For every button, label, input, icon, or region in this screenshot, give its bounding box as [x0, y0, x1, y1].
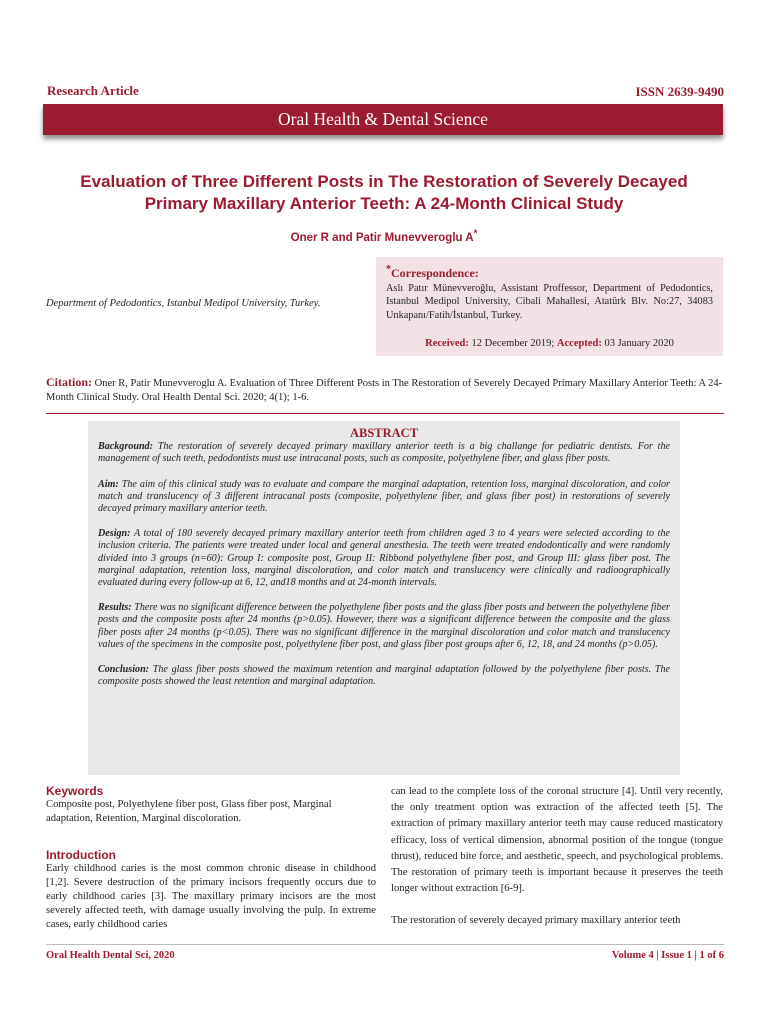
abstract-heading: ABSTRACT — [349, 426, 419, 440]
abstract-results: Results: There was no significant difference between the polyethylene fiber posts and the glass fiber posts and between the polyethylene fiber posts and the composite posts after 24 months (p>0.05). However, there was a significant difference between the composite and the glass fiber posts after 24 months (p<0.05). There was no significant difference in the marginal discoloration and color match and translucency values of the specimens in the composite post, polyethylene fiber post, and glass fiber post groups after 6, 12, 18, and 24 months (p>0.05). — [98, 602, 670, 650]
right-column — [391, 784, 723, 930]
correspondence-dates — [386, 337, 713, 351]
author-names: Oner R and Patir Munevveroglu A — [290, 231, 474, 244]
author-mark: * — [473, 228, 478, 239]
correspondence-box — [376, 257, 723, 356]
abstract-box — [88, 421, 680, 775]
left-column — [46, 784, 376, 932]
divider — [46, 413, 724, 414]
received-date: 12 December 2019; — [471, 338, 555, 349]
keywords-heading: Keywords — [46, 784, 104, 798]
issn: ISSN 2639-9490 — [635, 84, 724, 99]
keywords-text: Composite post, Polyethylene fiber post, Glass fiber post, Marginal adaptation, Retention, Marginal discoloration. — [46, 799, 332, 824]
authors — [40, 228, 728, 244]
introduction-heading: Introduction — [46, 848, 116, 862]
citation — [46, 375, 726, 405]
citation-label: Citation: — [46, 375, 92, 389]
received-label: Received: — [425, 338, 469, 349]
affiliation: Department of Pedodontics, Istanbul Medipol University, Turkey. — [46, 298, 321, 309]
article-type: Research Article — [47, 83, 139, 98]
intro-paragraph-3: The restoration of severely decayed primary maxillary anterior teeth — [391, 915, 681, 927]
journal-banner: Oral Health & Dental Science — [43, 104, 723, 135]
correspondence-body: Aslı Patır Münevveroğlu, Assistant Proffessor, Department of Pedodontics, Istanbul Medipol University, Cibali Mahallesi, Atatürk Blv. No:27, 34083 Unkapanı/Fatih/İstanbul, Turkey. — [386, 282, 713, 321]
correspondence-mark: * — [386, 264, 391, 275]
title-line-2: Primary Maxillary Anterior Teeth: A 24-Month Clinical Study — [144, 194, 624, 213]
intro-paragraph-1: Early childhood caries is the most common chronic disease in childhood [1,2]. Severe destruction of the primary incisors frequently occurs due to early childhood caries [3]. The maxillary primary incisors are the most severely affected teeth, with damage usually involving the pulp. In extreme cases, early childhood caries — [46, 863, 376, 930]
intro-paragraph-2: can lead to the complete loss of the coronal structure [4]. Until very recently, the only treatment option was extraction of the affected teeth [5]. The extraction of primary maxillary anterior teeth may cause reduced masticatory efficacy, loss of vertical dimension, abnormal position of the tongue (tongue thrust), reduced bite force, and aesthetic, speech, and psychological problems. The restoration of primary teeth is important because it preserves the teeth longer without extraction [6-9]. — [391, 786, 723, 895]
footer-volume: Volume 4 | Issue 1 | 1 of 6 — [611, 950, 724, 961]
footer-journal: Oral Health Dental Sci, 2020 — [46, 950, 175, 961]
abstract-aim: Aim: The aim of this clinical study was to evaluate and compare the marginal adaptation, retention loss, marginal discoloration, and color match and translucency of 3 different intracanal posts (composite, polyethylene fiber, and glass fiber post) in restorations of severely decayed primary maxillary anterior teeth. — [98, 478, 670, 515]
abstract-background: Background: The restoration of severely decayed primary maxillary anterior teeth is a big challange for pediatric dentists. For the management of such teeth, pedodontists must use intracanal posts, such as composite, polyethylene fiber, and glass fiber posts. — [98, 441, 670, 465]
correspondence-heading: *Correspondence: — [386, 264, 479, 280]
accepted-label: Accepted: — [556, 338, 602, 349]
footer-divider — [46, 944, 724, 945]
article-title — [40, 171, 728, 215]
title-line-1: Evaluation of Three Different Posts in The Restoration of Severely Decayed — [80, 172, 688, 191]
abstract-conclusion: Conclusion: The glass fiber posts showed the maximum retention and marginal adaptation followed by the polyethylene fiber posts. The composite posts showed the least retention and marginal adaptation. — [98, 664, 671, 688]
abstract-design: Design: A total of 180 severely decayed primary maxillary anterior teeth from children aged 3 to 4 years were selected according to the inclusion criteria. The patients were treated under local and general anesthesia. The teeth were treated endodontically and were randomly divided into 3 groups (n=60): Group I: composite post, Group II: Ribbond polyethylene fiber post, and Group III: glass fiber post. The marginal adaptation, retention loss, marginal discoloration, and color match and translucency were clinically and radioographically evaluated during every follow-up at 6, 12, and18 months and at 24-month intervals. — [98, 528, 670, 589]
citation-text: Oner R, Patir Munevveroglu A. Evaluation of Three Different Posts in The Restoration of Severely Decayed Primary Maxillary Anterior Teeth: A 24-Month Clinical Study. Oral Health Dental Sci. 2020; 4(1); 1-6. — [46, 378, 723, 403]
accepted-date: 03 January 2020 — [604, 338, 674, 349]
